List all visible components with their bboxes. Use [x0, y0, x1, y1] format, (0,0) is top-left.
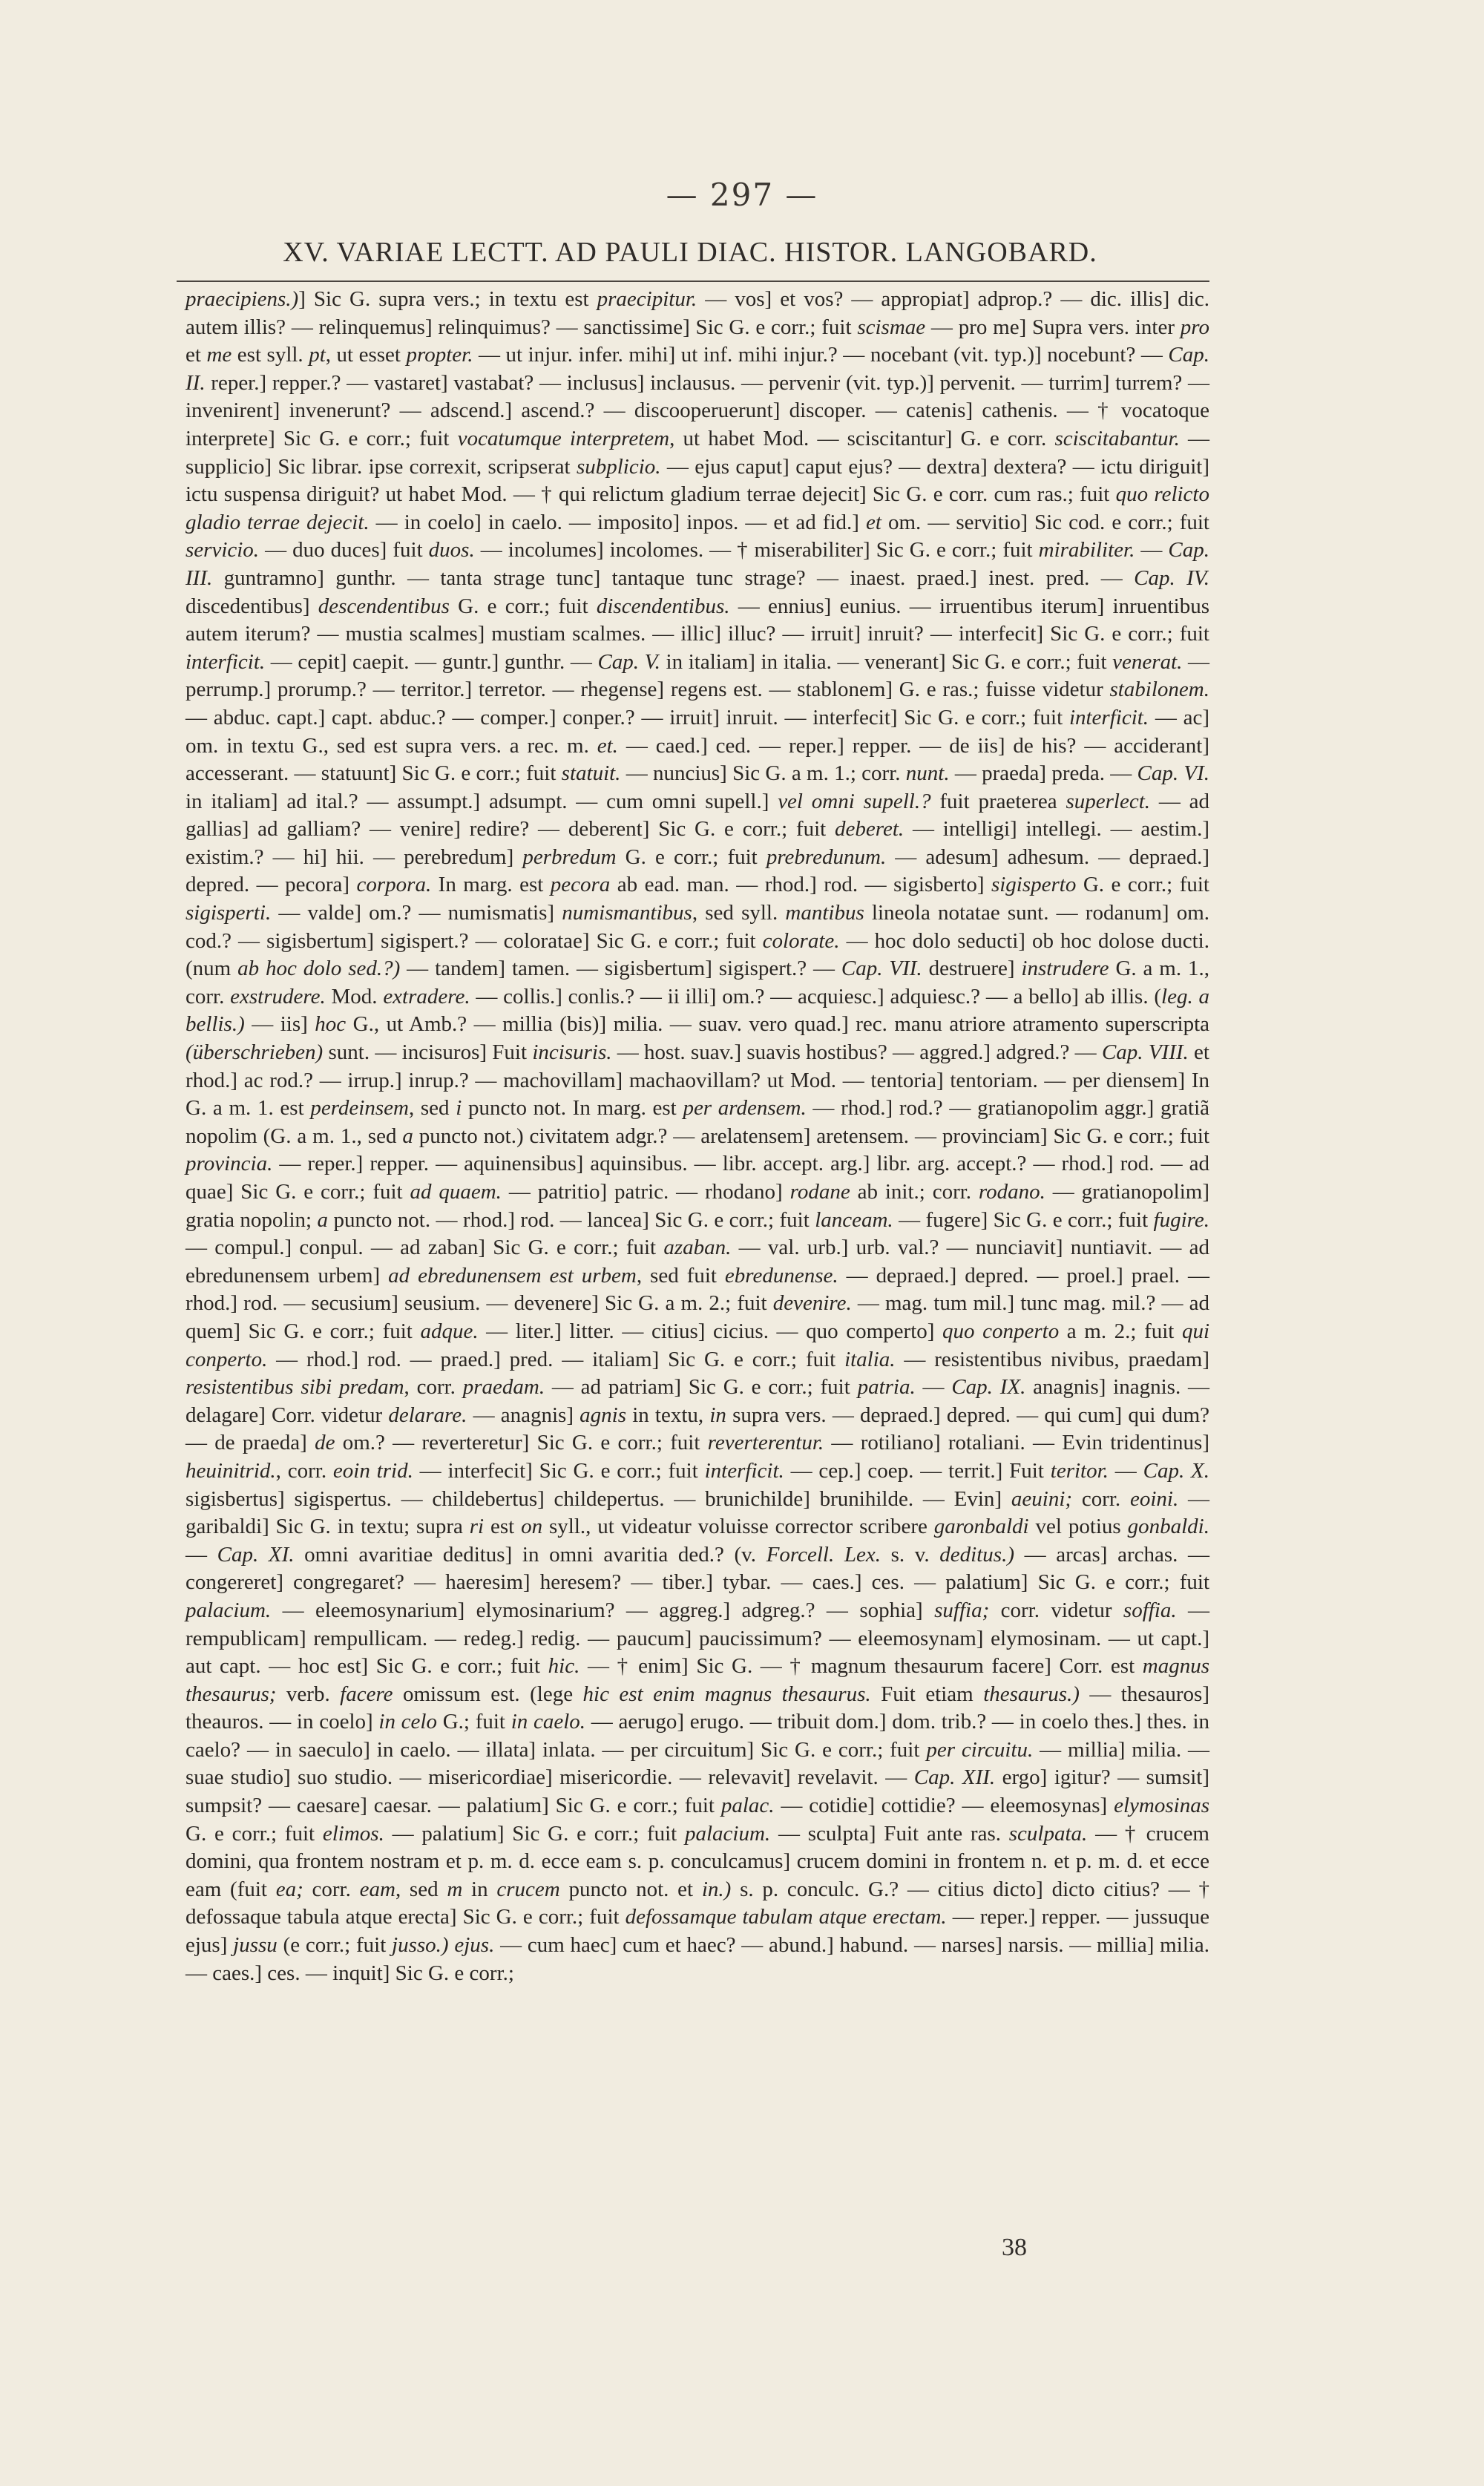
header-rule	[177, 281, 1209, 282]
page-number: — 297 —	[666, 177, 818, 213]
running-head: XV. VARIAE LECTT. AD PAULI DIAC. HISTOR. LANGOBARD.	[283, 237, 1097, 268]
apparatus-text: praecipiens.)] Sic G. supra vers.; in textu est praecipitur. — vos] et vos? — appropiat] adprop.? — dic. illis] dic. autem illis? — relinquemus] relinquimus? — sanctissime] Sic G. e corr.; fuit scismae — pro me] Supra vers. inter pro et me est syll. pt, ut esset propter. — ut injur. infer. mihi] ut inf. mihi injur.? — nocebant (vit. typ.)] nocebunt? — Cap. II. reper.] repper.? — vastaret] vastabat? — inclusus] inclausus. — pervenir (vit. typ.)] pervenit. — turrim] turrem? — invenirent] invenerunt? — adscend.] ascend.? — discooperuerunt] discoper. — catenis] cathenis. — † vocatoque interprete] Sic G. e corr.; fuit vocatumque interpretem, ut habet Mod. — sciscitantur] G. e corr. sciscitabantur. — supplicio] Sic librar. ipse correxit, scripserat subplicio. — ejus caput] caput ejus? — dextra] dextera? — ictu diriguit] ictu suspensa diriguit? ut habet Mod. — † qui relictum gladium terrae dejecit] Sic G. e corr. cum ras.; fuit quo relicto gladio terrae dejecit. — in coelo] in caelo. — imposito] inpos. — et ad fid.] et om. — servitio] Sic cod. e corr.; fuit servicio. — duo duces] fuit duos. — incolumes] incolomes. — † miserabiliter] Sic G. e corr.; fuit mirabiliter. — Cap. III. guntramno] gunthr. — tanta strage tunc] tantaque tunc strage? — inaest. praed.] inest. pred. — Cap. IV. discedentibus] descendentibus G. e corr.; fuit discendentibus. — ennius] eunius. — irruentibus iterum] inruentibus autem iterum? — mustia scalmes] mustiam scalmes. — illic] illuc? — irruit] inruit? — interfecit] Sic G. e corr.; fuit interficit. — cepit] caepit. — guntr.] gunthr. — Cap. V. in italiam] in italia. — venerant] Sic G. e corr.; fuit venerat. — perrump.] prorump.? — territor.] terretor. — rhegense] regens est. — stablonem] G. e ras.; fuisse videtur stabilonem. — abduc. capt.] capt. abduc.? — comper.] conper.? — irruit] inruit. — interfecit] Sic G. e corr.; fuit interficit. — ac] om. in textu G., sed est supra vers. a rec. m. et. — caed.] ced. — reper.] repper. — de iis] de his? — acciderant] accesserant. — statuunt] Sic G. e corr.; fuit statuit. — nuncius] Sic G. a m. 1.; corr. nunt. — praeda] preda. — Cap. VI. in italiam] ad ital.? — assumpt.] adsumpt. — cum omni supell.] vel omni supell.? fuit praeterea superlect. — ad gallias] ad galliam? — venire] redire? — deberent] Sic G. e corr.; fuit deberet. — intelligi] intellegi. — aestim.] existim.? — hi] hii. — perebredum] perbredum G. e corr.; fuit prebredunum. — adesum] adhesum. — depraed.] depred. — pecora] corpora. In marg. est pecora ab ead. man. — rhod.] rod. — sigisberto] sigisperto G. e corr.; fuit sigisperti. — valde] om.? — numismatis] numismantibus, sed syll. mantibus lineola notatae sunt. — rodanum] om. cod.? — sigisbertum] sigispert.? — coloratae] Sic G. e corr.; fuit colorate. — hoc dolo seducti] ob hoc dolose ducti. (num ab hoc dolo sed.?) — tandem] tamen. — sigisbertum] sigispert.? — Cap. VII. destruere] instrudere G. a m. 1., corr. exstrudere. Mod. extradere. — collis.] conlis.? — ii illi] om.? — acquiesc.] adquiesc.? — a bello] ab illis. (leg. a bellis.) — iis] hoc G., ut Amb.? — millia (bis)] milia. — suav. vero quad.] rec. manu atriore atramento superscripta (überschrieben) sunt. — incisuros] Fuit incisuris. — host. suav.] suavis hostibus? — aggred.] adgred.? — Cap. VIII. et rhod.] ac rod.? — irrup.] inrup.? — machovillam] machaovillam? ut Mod. — tentoria] tentoriam. — per diensem] In G. a m. 1. est perdeinsem, sed i puncto not. In marg. est per ardensem. — rhod.] rod.? — gratianopolim aggr.] gratiã nopolim (G. a m. 1., sed a puncto not.) civitatem adgr.? — arelatensem] aretensem. — provinciam] Sic G. e corr.; fuit provincia. — reper.] repper. — aquinensibus] aquinsibus. — libr. accept. arg.] libr. arg. accept.? — rhod.] rod. — ad quae] Sic G. e corr.; fuit ad quaem. — patritio] patric. — rhodano] rodane ab init.; corr. rodano. — gratianopolim] gratia nopolin; a puncto not. — rhod.] rod. — lancea] Sic G. e corr.; fuit lanceam. — fugere] Sic G. e corr.; fuit fugire. — compul.] conpul. — ad zaban] Sic G. e corr.; fuit azaban. — val. urb.] urb. val.? — nunciavit] nuntiavit. — ad ebredunensem urbem] ad ebredunensem est urbem, sed fuit ebredunense. — depraed.] depred. — proel.] prael. — rhod.] rod. — secusium] seusium. — devenere] Sic G. a m. 2.; fuit devenire. — mag. tum mil.] tunc mag. mil.? — ad quem] Sic G. e corr.; fuit adque. — liter.] litter. — citius] cicius. — quo comperto] quo conperto a m. 2.; fuit qui conperto. — rhod.] rod. — praed.] pred. — italiam] Sic G. e corr.; fuit italia. — resistentibus nivibus, praedam] resistentibus sibi predam, corr. praedam. — ad patriam] Sic G. e corr.; fuit patria. — Cap. IX. anagnis] inagnis. — delagare] Corr. videtur delarare. — anagnis] agnis in textu, in supra vers. — depraed.] depred. — qui cum] qui dum? — de praeda] de om.? — reverteretur] Sic G. e corr.; fuit reverterentur. — rotiliano] rotaliani. — Evin tridentinus] heuinitrid., corr. eoin trid. — interfecit] Sic G. e corr.; fuit interficit. — cep.] coep. — territ.] Fuit teritor. — Cap. X. sigisbertus] sigispertus. — childebertus] childepertus. — brunichilde] brunihilde. — Evin] aeuini; corr. eoini. — garibaldi] Sic G. in textu; supra ri est on syll., ut videatur voluisse corrector scribere garonbaldi vel potius gonbaldi. — Cap. XI. omni avaritiae deditus] in omni avaritia ded.? (v. Forcell. Lex. s. v. deditus.) — arcas] archas. — congereret] congregaret? — haeresim] heresem? — tiber.] tybar. — caes.] ces. — palatium] Sic G. e corr.; fuit palacium. — eleemosynarium] elymosinarium? — aggreg.] adgreg.? — sophia] suffia; corr. videtur soffia. — rempublicam] rempullicam. — redeg.] redig. — paucum] paucissimum? — eleemosynam] elymosinam. — ut capt.] aut capt. — hoc est] Sic G. e corr.; fuit hic. — † enim] Sic G. — † magnum thesaurum facere] Corr. est magnus thesaurus; verb. facere omissum est. (lege hic est enim magnus thesaurus. Fuit etiam thesaurus.) — thesauros] theauros. — in coelo] in celo G.; fuit in caelo. — aerugo] erugo. — tribuit dom.] dom. trib.? — in coelo thes.] thes. in caelo? — in saeculo] in caelo. — illata] inlata. — per circuitum] Sic G. e corr.; fuit per circuitu. — millia] milia. — suae studio] suo studio. — misericordiae] misericordie. — relevavit] revelavit. — Cap. XII. ergo] igitur? — sumsit] sumpsit? — caesare] caesar. — palatium] Sic G. e corr.; fuit palac. — cotidie] cottidie? — eleemosynas] elymosinas G. e corr.; fuit elimos. — palatium] Sic G. e corr.; fuit palacium. — sculpta] Fuit ante ras. sculpata. — † crucem domini, qua frontem nostram et p. m. d. ecce eam s. p. conculcamus] crucem domini in frontem n. et p. m. d. et ecce eam (fuit ea; corr. eam, sed m in crucem puncto not. et in.) s. p. conculc. G.? — citius dicto] dicto citius? — † defossaque tabula atque erecta] Sic G. e corr.; fuit defossamque tabulam atque erectam. — reper.] repper. — jussuque ejus] jussu (e corr.; fuit jusso.) ejus. — cum haec] cum et haec? — abund.] habund. — narses] narsis. — millia] milia. — caes.] ces. — inquit] Sic G. e corr.;	[186, 287, 1210, 1985]
printer-signature: 38	[1002, 2234, 1027, 2261]
